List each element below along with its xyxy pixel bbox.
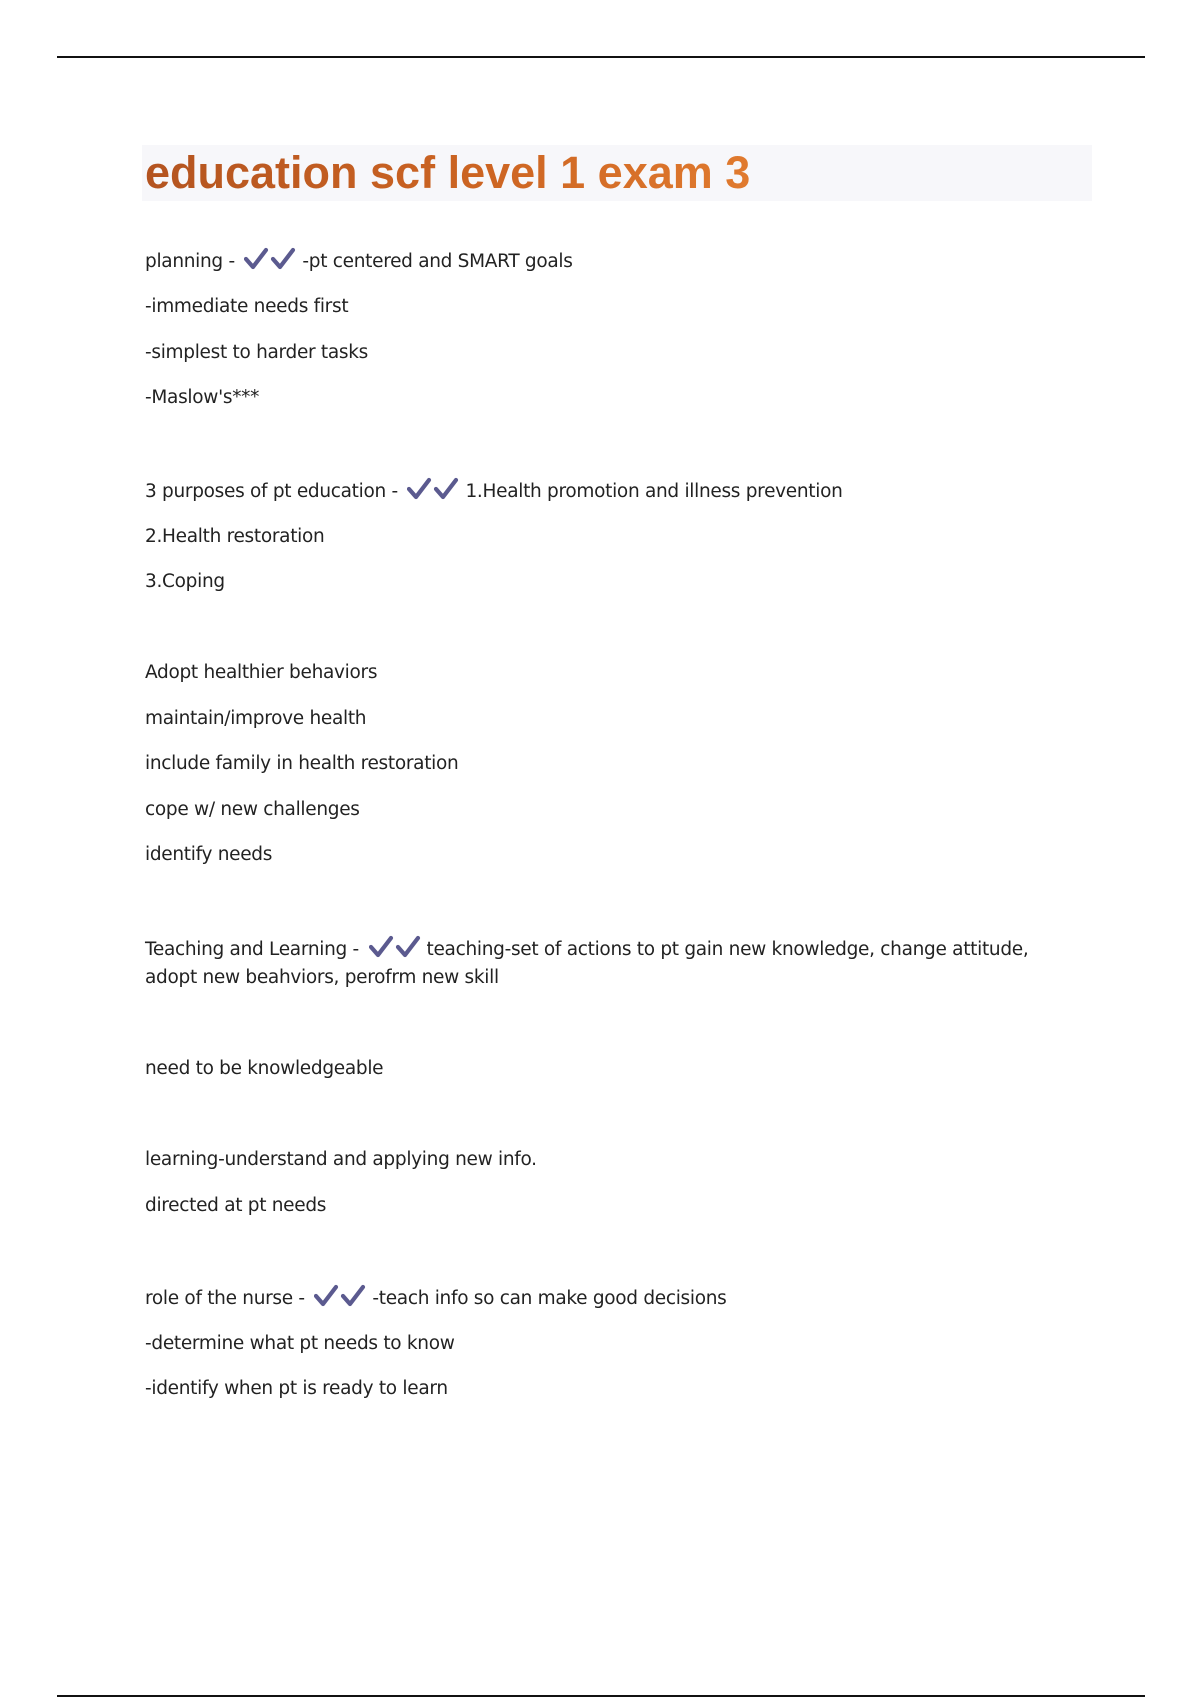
note-line: -determine what pt needs to know	[145, 1333, 455, 1354]
note-line: -immediate needs first	[145, 296, 349, 317]
term-text: Teaching and Learning -	[145, 939, 365, 960]
term-text: 3 purposes of pt education -	[145, 481, 404, 502]
note-line: 2.Health restoration	[145, 526, 325, 547]
double-check-icon	[314, 1284, 366, 1308]
bottom-rule	[57, 1695, 1145, 1697]
term-text: planning -	[145, 251, 241, 272]
note-line: include family in health restoration	[145, 753, 459, 774]
note-line: -simplest to harder tasks	[145, 342, 369, 363]
answer-text: -pt centered and SMART goals	[302, 251, 573, 272]
note-line: 3.Coping	[145, 571, 225, 592]
note-line: maintain/improve health	[145, 708, 367, 729]
double-check-icon	[244, 247, 296, 271]
note-line: directed at pt needs	[145, 1195, 327, 1216]
note-line: cope w/ new challenges	[145, 799, 360, 820]
note-line: -Maslow's***	[145, 387, 260, 408]
document-title: education scf level 1 exam 3	[145, 143, 750, 203]
note-line: need to be knowledgeable	[145, 1058, 384, 1079]
note-line: identify needs	[145, 844, 273, 865]
note-line: Adopt healthier behaviors	[145, 662, 378, 683]
qa-line-role-of-nurse	[145, 1284, 727, 1313]
term-text: role of the nurse -	[145, 1288, 311, 1309]
note-line: -identify when pt is ready to learn	[145, 1378, 448, 1399]
answer-text: -teach info so can make good decisions	[372, 1288, 727, 1309]
qa-line-planning	[145, 247, 573, 276]
answer-text: teaching-set of actions to pt gain new knowledge, change attitude, adopt new beahviors, perofrm new skill	[145, 939, 1029, 988]
top-rule	[57, 56, 1145, 58]
double-check-icon	[407, 477, 459, 501]
answer-text: 1.Health promotion and illness prevention	[465, 481, 843, 502]
note-line: learning-understand and applying new info.	[145, 1149, 537, 1170]
qa-line-purposes	[145, 477, 843, 506]
qa-line-teaching	[145, 935, 1085, 992]
double-check-icon	[369, 935, 421, 959]
